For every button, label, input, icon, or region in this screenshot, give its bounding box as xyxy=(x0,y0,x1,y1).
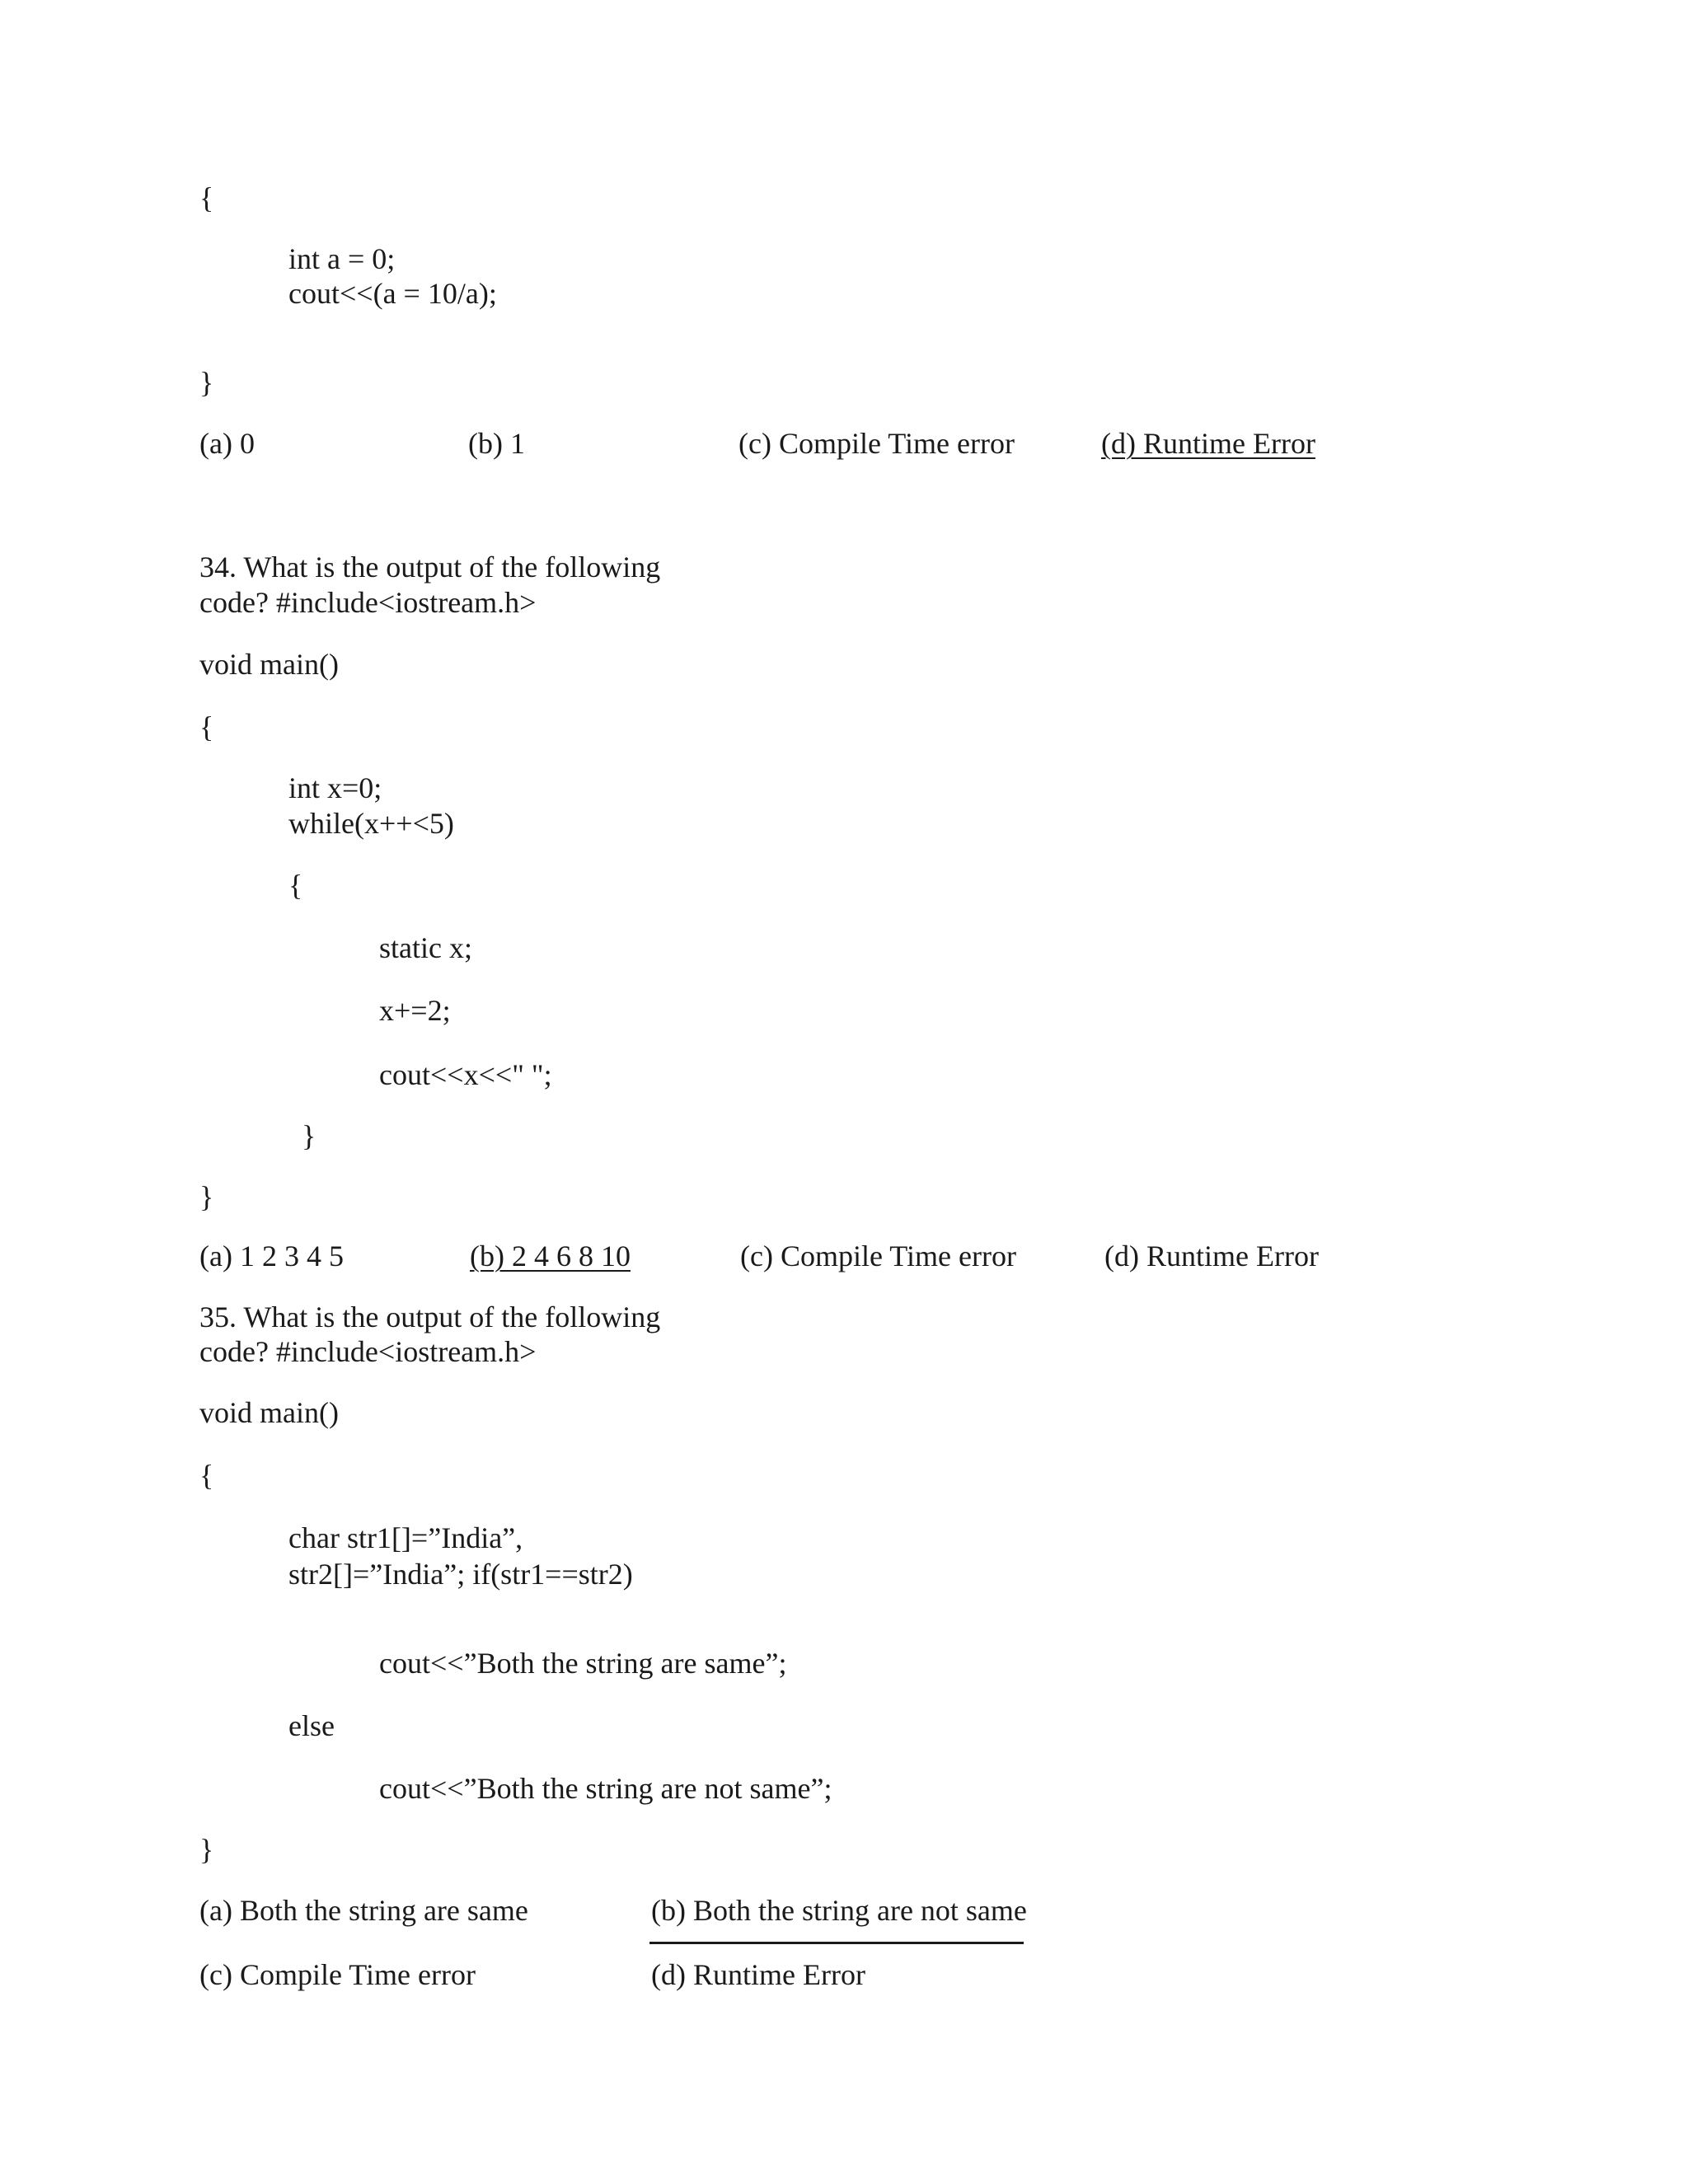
q34-open-brace: { xyxy=(199,710,214,743)
q34-inner-close-brace: } xyxy=(302,1119,316,1152)
q35-else-statement: cout<<”Both the string are not same”; xyxy=(379,1772,832,1805)
q33-open-brace: { xyxy=(199,181,214,214)
q35-then-statement: cout<<”Both the string are same”; xyxy=(379,1647,787,1680)
q34-option-a: (a) 1 2 3 4 5 xyxy=(199,1240,344,1272)
q34-main-decl: void main() xyxy=(199,648,339,681)
q33-option-a: (a) 0 xyxy=(199,427,255,460)
q34-decl: int x=0; xyxy=(288,771,382,804)
q34-body-line-1: static x; xyxy=(379,931,472,964)
q35-option-c: (c) Compile Time error xyxy=(199,1958,476,1991)
q33-option-c: (c) Compile Time error xyxy=(738,427,1015,460)
q33-close-brace: } xyxy=(199,366,214,399)
q34-while-line: while(x++<5) xyxy=(288,807,454,840)
q35-answer-rule xyxy=(649,1942,1024,1944)
q35-option-a: (a) Both the string are same xyxy=(199,1894,528,1927)
q34-inner-open-brace: { xyxy=(288,869,303,902)
q35-question-line-2: code? #include<iostream.h> xyxy=(199,1335,537,1368)
q34-question-line-1: 34. What is the output of the following xyxy=(199,551,661,583)
q35-option-d: (d) Runtime Error xyxy=(651,1958,865,1991)
q34-option-b-answer: (b) 2 4 6 8 10 xyxy=(470,1240,631,1272)
q34-option-c: (c) Compile Time error xyxy=(740,1240,1016,1272)
q35-main-decl: void main() xyxy=(199,1396,339,1429)
q34-body-line-3: cout<<x<<" "; xyxy=(379,1058,552,1091)
q35-decl-line-2: str2[]=”India”; if(str1==str2) xyxy=(288,1558,633,1591)
q34-close-brace: } xyxy=(199,1180,214,1213)
q35-option-b: (b) Both the string are not same xyxy=(651,1894,1027,1927)
q33-option-b: (b) 1 xyxy=(468,427,525,460)
q33-code-line-2: cout<<(a = 10/a); xyxy=(288,277,497,310)
q35-decl-line-1: char str1[]=”India”, xyxy=(288,1521,523,1554)
q35-close-brace: } xyxy=(199,1833,214,1866)
q34-option-d: (d) Runtime Error xyxy=(1104,1240,1319,1272)
q33-code-line-1: int a = 0; xyxy=(288,242,396,275)
q33-option-d-answer: (d) Runtime Error xyxy=(1101,427,1315,460)
q34-question-line-2: code? #include<iostream.h> xyxy=(199,586,537,619)
q35-open-brace: { xyxy=(199,1459,214,1492)
q34-body-line-2: x+=2; xyxy=(379,994,451,1027)
q35-else-keyword: else xyxy=(288,1709,335,1742)
q35-question-line-1: 35. What is the output of the following xyxy=(199,1301,661,1333)
